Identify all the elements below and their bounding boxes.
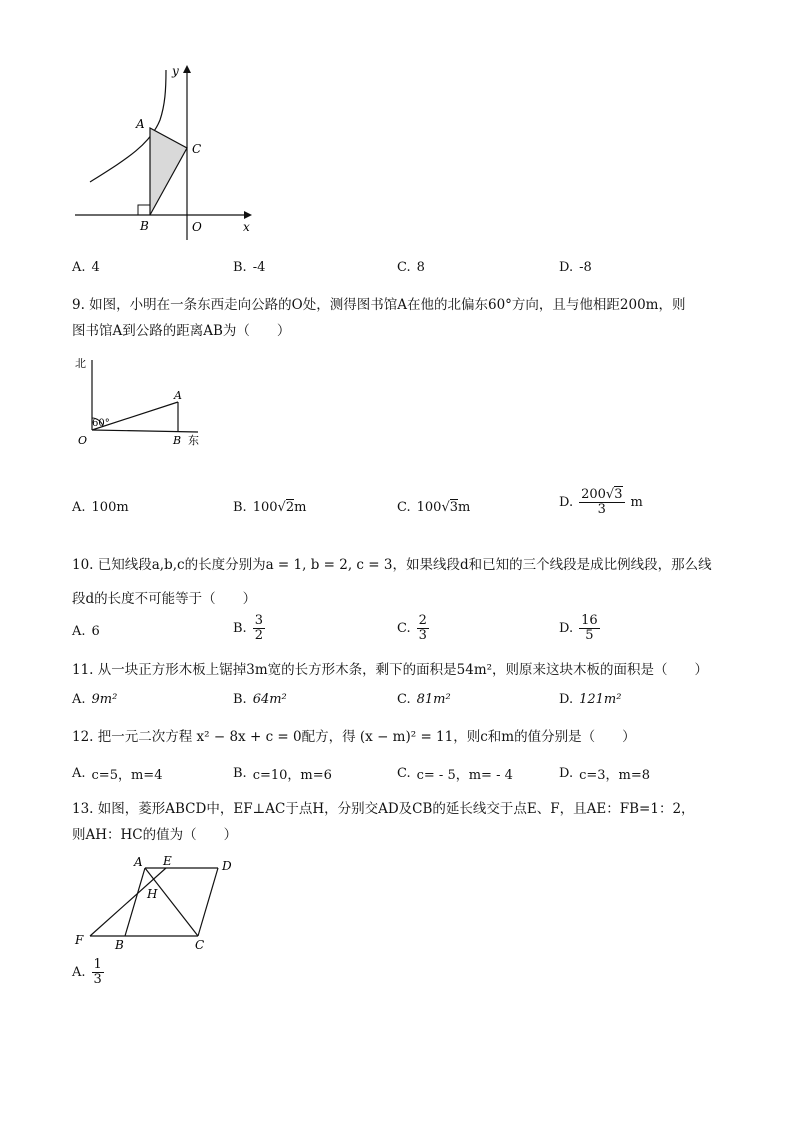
fig8-label-y: y — [172, 64, 179, 78]
q9-text — [72, 292, 732, 344]
q10-option-c[interactable]: C. $\frac{2}{3}$ — [397, 613, 427, 643]
q8-option-b[interactable]: B. -4 — [233, 260, 266, 275]
q12-options — [72, 764, 732, 794]
q9-option-b[interactable]: B. 100√2m — [233, 500, 307, 515]
q12-option-a[interactable]: A. c=5，m=4 — [72, 766, 163, 783]
q9-option-c[interactable]: C. 100√3m — [397, 500, 471, 515]
q11-option-c[interactable]: C. 81m² — [397, 692, 451, 707]
q13-option-a[interactable]: A. $\frac{1}{3}$ — [72, 957, 102, 987]
q9-line1: 9. 如图，小明在一条东西走向公路的O处，测得图书馆A在他的北偏东60°方向，且与他相距200m，则 — [72, 297, 686, 313]
q8-figure — [70, 60, 270, 240]
fig13-label-b: B — [115, 938, 124, 952]
q11-text — [72, 657, 732, 683]
radical-sign: √ — [277, 500, 286, 515]
q11-option-a[interactable]: A. 9m² — [72, 692, 118, 707]
q9-options — [72, 487, 732, 532]
q12-option-c[interactable]: C. c= - 5，m= - 4 — [397, 766, 513, 783]
q11-line1: 11. 从一块正方形木板上锯掉3m宽的长方形木条，剩下的面积是54m²，则原来这块木板的面积是（ ） — [72, 662, 709, 678]
fraction: $\frac{16}{5}$ — [581, 613, 598, 643]
q11-option-d[interactable]: D. 121m² — [559, 692, 622, 707]
q10-options — [72, 614, 732, 654]
fig13-label-f: F — [75, 933, 84, 947]
q9-line2: 图书馆A到公路的距离AB为（ ） — [72, 323, 291, 339]
q10-option-b[interactable]: B. $\frac{3}{2}$ — [233, 613, 263, 643]
q13-line1: 13. 如图，菱形ABCD中，EF⊥AC于点H，分别交AD及CB的延长线交于点E、F，且AE：FB=1：2， — [72, 801, 695, 817]
fig9-angle: 60° — [92, 418, 110, 429]
triangle-abc — [150, 128, 187, 215]
fraction: $\frac{200√3}{3}$ — [581, 487, 623, 517]
q11-option-b[interactable]: B. 64m² — [233, 692, 287, 707]
fig13-label-d: D — [222, 859, 232, 873]
q8-options — [72, 260, 732, 290]
radical-sign: √ — [441, 500, 450, 515]
fig9-label-a: A — [174, 389, 182, 402]
q9-figure — [70, 352, 210, 472]
q13-figure — [70, 852, 250, 952]
fig13-label-a: A — [134, 855, 143, 869]
fig13-label-e: E — [163, 854, 172, 868]
q13-text — [72, 796, 732, 848]
q12-text — [72, 724, 732, 750]
fig13-label-h: H — [147, 887, 158, 901]
q9-option-a[interactable]: A. 100m — [72, 500, 129, 515]
q10-line1: 10. 已知线段a,b,c的长度分别为a = 1, b = 2, c = 3，如果线段d和已知的三个线段是成比例线段，那么线 — [72, 557, 712, 573]
q12-option-d[interactable]: D. c=3，m=8 — [559, 766, 651, 783]
fig9-label-b: B — [173, 434, 182, 447]
q10-option-a[interactable]: A. 6 — [72, 624, 100, 639]
fig8-label-c: C — [192, 142, 202, 156]
fraction: $\frac{1}{3}$ — [93, 957, 102, 987]
fig9-label-o: O — [78, 434, 88, 447]
q11-options — [72, 692, 732, 722]
q8-option-d[interactable]: D. -8 — [559, 260, 592, 275]
q10-line2: 段d的长度不可能等于（ ） — [72, 591, 257, 607]
fig9-north: 北 — [75, 357, 86, 370]
q12-option-b[interactable]: B. c=10，m=6 — [233, 766, 332, 783]
q12-line1: 12. 把一元二次方程 x² − 8x + c = 0配方，得 (x − m)² = 11，则c和m的值分别是（ ） — [72, 729, 636, 745]
fig8-label-b: B — [140, 219, 149, 233]
fig8-label-x: x — [243, 220, 250, 234]
q9-option-d[interactable]: D. $\frac{200√3}{3}$ m — [559, 487, 643, 517]
q13-line2: 则AH：HC的值为（ ） — [72, 827, 238, 843]
q8-option-c[interactable]: C. 8 — [397, 260, 425, 275]
fig9-east: 东 — [188, 434, 199, 447]
q10-text — [72, 548, 732, 616]
fraction: $\frac{3}{2}$ — [254, 613, 263, 643]
fig8-label-a: A — [136, 117, 145, 131]
fraction: $\frac{2}{3}$ — [418, 613, 427, 643]
q8-option-a[interactable]: A. 4 — [72, 260, 100, 275]
q10-option-d[interactable]: D. $\frac{16}{5}$ — [559, 613, 598, 643]
fig13-label-c: C — [195, 938, 205, 952]
fig8-label-o: O — [192, 220, 202, 234]
